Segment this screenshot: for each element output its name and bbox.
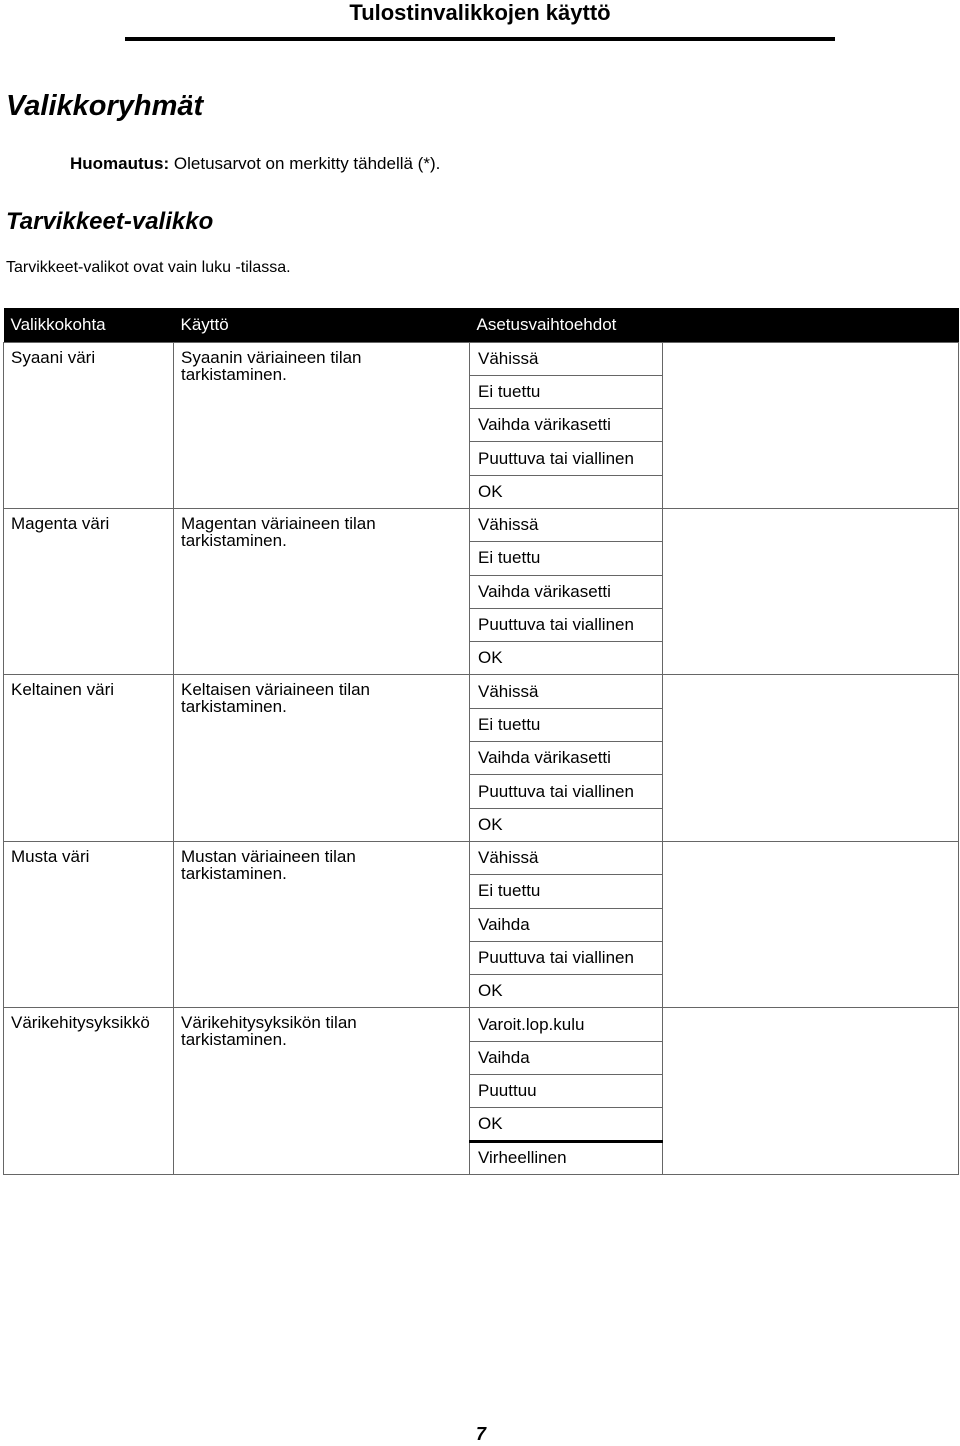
menu-item-cell: Syaani väri [4, 342, 174, 508]
option-cell: Puuttuu [470, 1075, 663, 1108]
menu-item-cell: Keltainen väri [4, 675, 174, 841]
note [70, 154, 440, 174]
option-cell: Vähissä [470, 508, 663, 541]
option-cell: OK [470, 975, 663, 1008]
table-row [4, 675, 959, 708]
menu-item-cell: Värikehitysyksikkö [4, 1008, 174, 1174]
table-row [4, 1008, 959, 1041]
table-header-row [4, 308, 959, 342]
empty-cell [663, 342, 959, 508]
subsection-title: Tarvikkeet-valikko [6, 208, 214, 235]
option-cell: Vähissä [470, 675, 663, 708]
usage-cell: Keltaisen väriaineen tilan tarkistaminen. [174, 675, 470, 841]
page-number [0, 1424, 960, 1445]
table-row [4, 342, 959, 375]
note-text: Oletusarvot on merkitty tähdellä (*). [173, 154, 441, 173]
header-rule [125, 37, 835, 41]
column-header-filler [663, 308, 959, 342]
option-cell: Vaihda värikasetti [470, 409, 663, 442]
option-cell: Ei tuettu [470, 375, 663, 408]
supplies-menu-table [3, 308, 959, 1175]
table-row [4, 841, 959, 874]
empty-cell [663, 675, 959, 841]
option-cell: Vaihda värikasetti [470, 575, 663, 608]
option-cell: Puuttuva tai viallinen [470, 941, 663, 974]
option-cell: Ei tuettu [470, 708, 663, 741]
menu-item-cell: Magenta väri [4, 508, 174, 674]
column-header-usage: Käyttö [174, 308, 470, 342]
option-cell: Vaihda [470, 908, 663, 941]
option-cell: OK [470, 475, 663, 508]
option-cell: OK [470, 808, 663, 841]
option-cell: Ei tuettu [470, 875, 663, 908]
option-cell: Varoit.lop.kulu [470, 1008, 663, 1041]
running-header-title: Tulostinvalikkojen käyttö [349, 0, 611, 25]
option-cell: Puuttuva tai viallinen [470, 608, 663, 641]
option-cell: OK [470, 642, 663, 675]
empty-cell [663, 841, 959, 1007]
option-cell: Vaihda värikasetti [470, 742, 663, 775]
column-header-options: Asetusvaihtoehdot [470, 308, 663, 342]
usage-cell: Magentan väriaineen tilan tarkistaminen. [174, 508, 470, 674]
option-cell: Puuttuva tai viallinen [470, 775, 663, 808]
page-number-text: 7 [475, 1424, 486, 1444]
usage-cell: Syaanin väriaineen tilan tarkistaminen. [174, 342, 470, 508]
option-cell: OK [470, 1108, 663, 1141]
running-header [0, 0, 960, 26]
empty-cell [663, 508, 959, 674]
usage-cell: Värikehitysyksikön tilan tarkistaminen. [174, 1008, 470, 1174]
option-cell: Ei tuettu [470, 542, 663, 575]
usage-cell: Mustan väriaineen tilan tarkistaminen. [174, 841, 470, 1007]
option-cell: Vaihda [470, 1041, 663, 1074]
option-cell: Puuttuva tai viallinen [470, 442, 663, 475]
option-cell: Vähissä [470, 841, 663, 874]
empty-cell [663, 1008, 959, 1174]
table-body [4, 342, 959, 1174]
intro-text: Tarvikkeet-valikot ovat vain luku -tilassa. [6, 259, 291, 276]
note-label: Huomautus: [70, 154, 170, 173]
column-header-item: Valikkokohta [4, 308, 174, 342]
table-row [4, 508, 959, 541]
option-cell: Virheellinen [470, 1141, 663, 1174]
menu-item-cell: Musta väri [4, 841, 174, 1007]
section-title: Valikkoryhmät [6, 90, 204, 122]
option-cell: Vähissä [470, 342, 663, 375]
